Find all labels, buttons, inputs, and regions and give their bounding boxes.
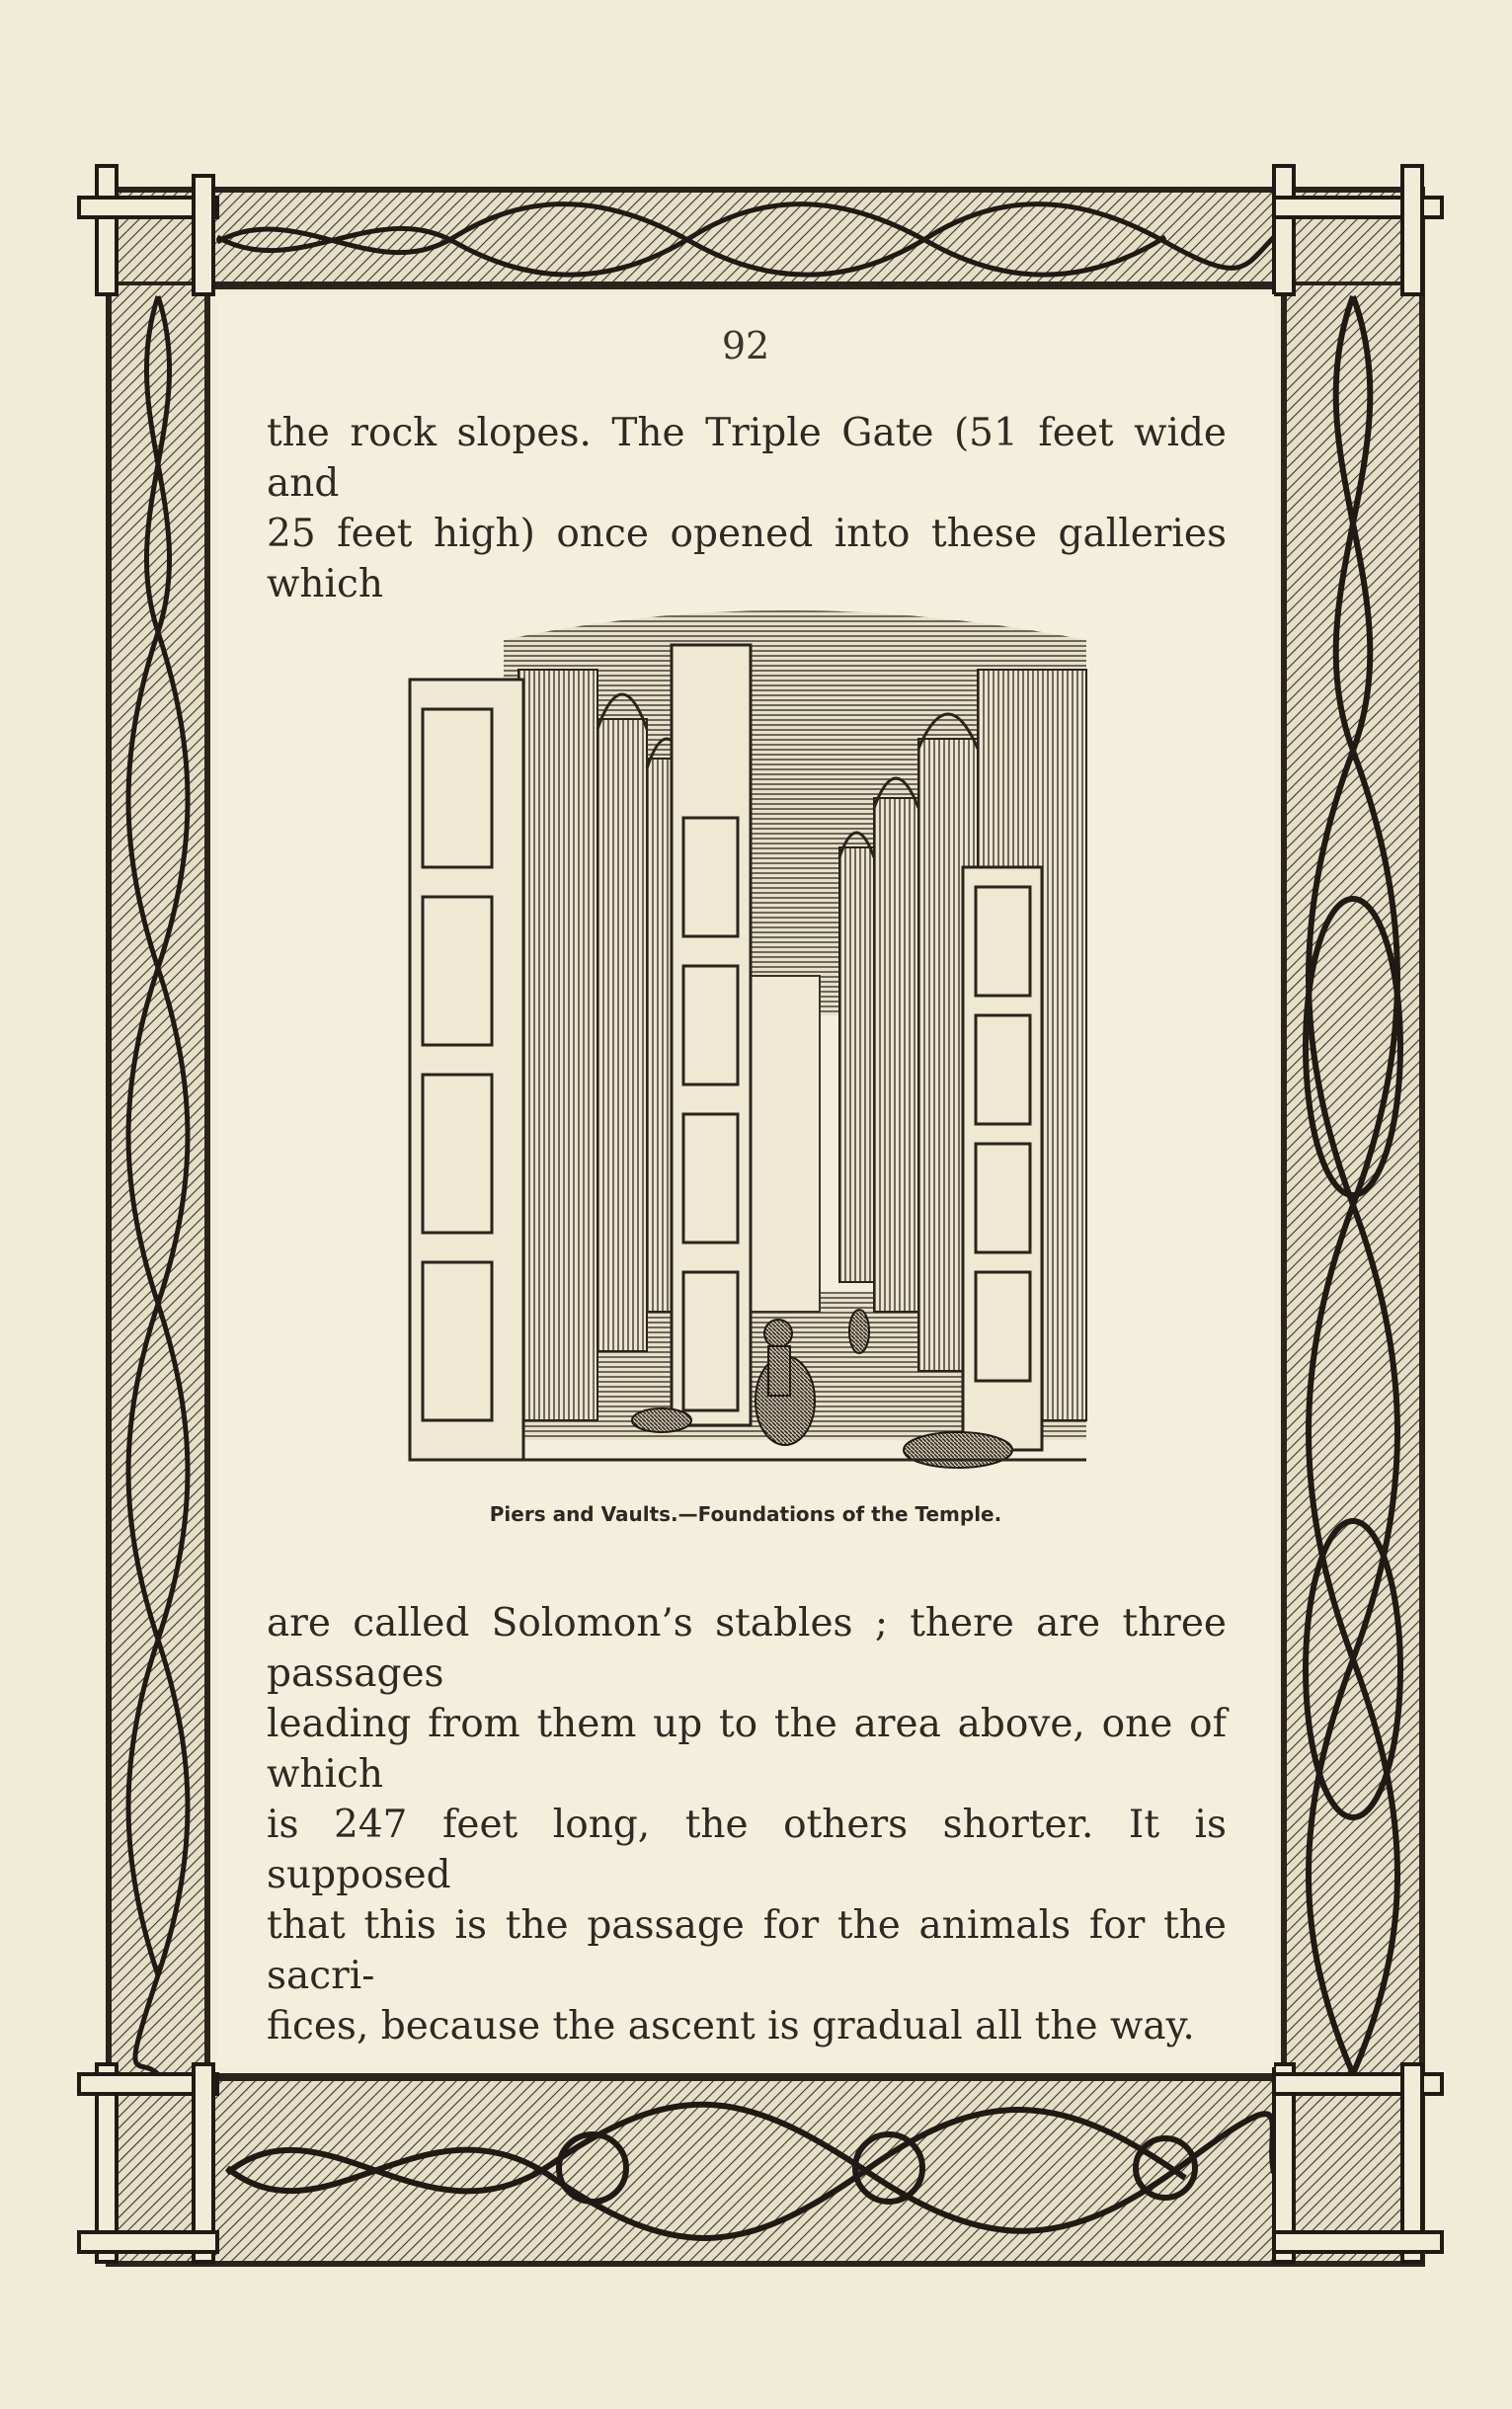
text-line: are called Solomon’s stables ; there are three passages <box>267 1601 1227 1696</box>
top-paragraph <box>267 408 1227 609</box>
text-line: 25 feet high) once opened into these galleries which <box>267 512 1227 606</box>
text-line: fices, because the ascent is gradual all the way. <box>267 2004 1195 2048</box>
text-line: that this is the passage for the animals for the sacri- <box>267 1903 1227 1998</box>
text-line: leading from them up to the area above, one of which <box>267 1702 1227 1797</box>
text-line: the rock slopes. The Triple Gate (51 feet wide and <box>267 411 1227 506</box>
text-line: is 247 feet long, the others shorter. It is supposed <box>267 1803 1227 1897</box>
figure-caption: Piers and Vaults.—Foundations of the Temple. <box>489 1502 1002 1526</box>
bottom-paragraph <box>267 1598 1227 2051</box>
text-area <box>217 294 1274 2067</box>
page-number: 92 <box>721 324 770 367</box>
piers-and-vaults-engraving-icon <box>405 601 1091 1470</box>
